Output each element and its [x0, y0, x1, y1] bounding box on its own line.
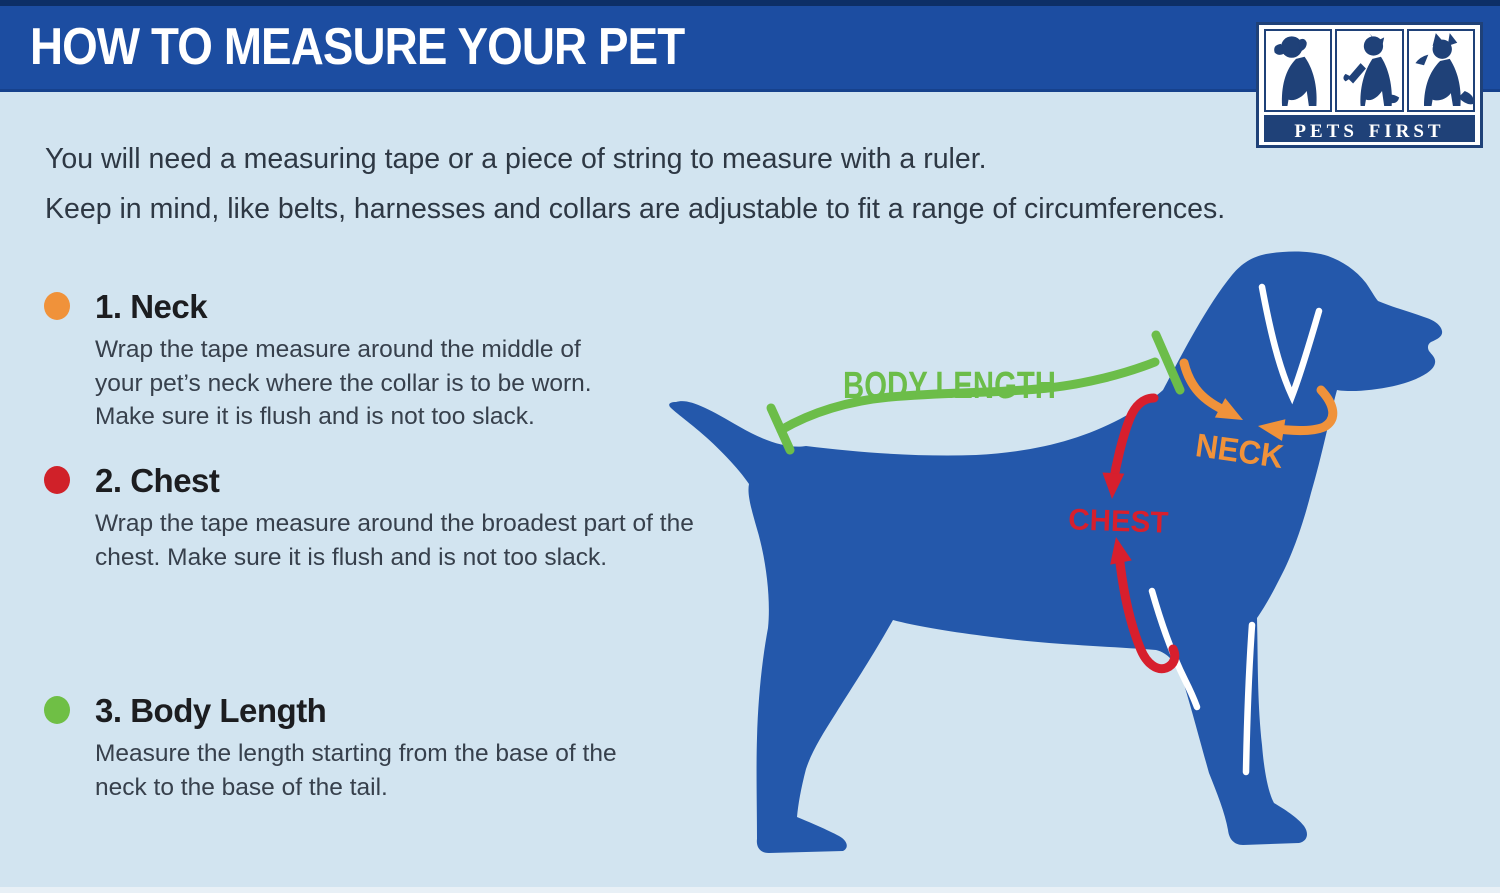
step-body-length-title: Body Length [130, 692, 327, 729]
step-neck-number: 1. [95, 288, 122, 325]
page-title: HOW TO MEASURE YOUR PET [30, 18, 685, 76]
step-chest-description: Wrap the tape measure around the broadest part of the chest. Make sure it is flush and is not too slack. [95, 510, 694, 571]
step-body-length-description: Measure the length starting from the base of the neck to the base of the tail. [95, 740, 617, 801]
step-body-length-number: 3. [95, 692, 122, 729]
step-chest-title: Chest [130, 462, 220, 499]
intro-line-2: Keep in mind, like belts, harnesses and collars are adjustable to fit a range of circumferences. [45, 193, 1226, 225]
body-length-label: BODY LENGTH [843, 365, 1056, 407]
chest-label: CHEST [1067, 503, 1171, 540]
step-neck-title: Neck [130, 288, 208, 325]
dog-silhouette [669, 252, 1442, 853]
step-chest-number: 2. [95, 462, 122, 499]
logo-wordmark: pets first [1294, 113, 1445, 144]
neck-label: NECK [1193, 426, 1292, 476]
step-neck-description: Wrap the tape measure around the middle of your pet’s neck where the collar is to be worn. Make sure it is flush and is not too slack. [95, 336, 592, 430]
bottom-edge-strip [0, 887, 1500, 893]
intro-line-1: You will need a measuring tape or a piece of string to measure with a ruler. [45, 143, 987, 175]
